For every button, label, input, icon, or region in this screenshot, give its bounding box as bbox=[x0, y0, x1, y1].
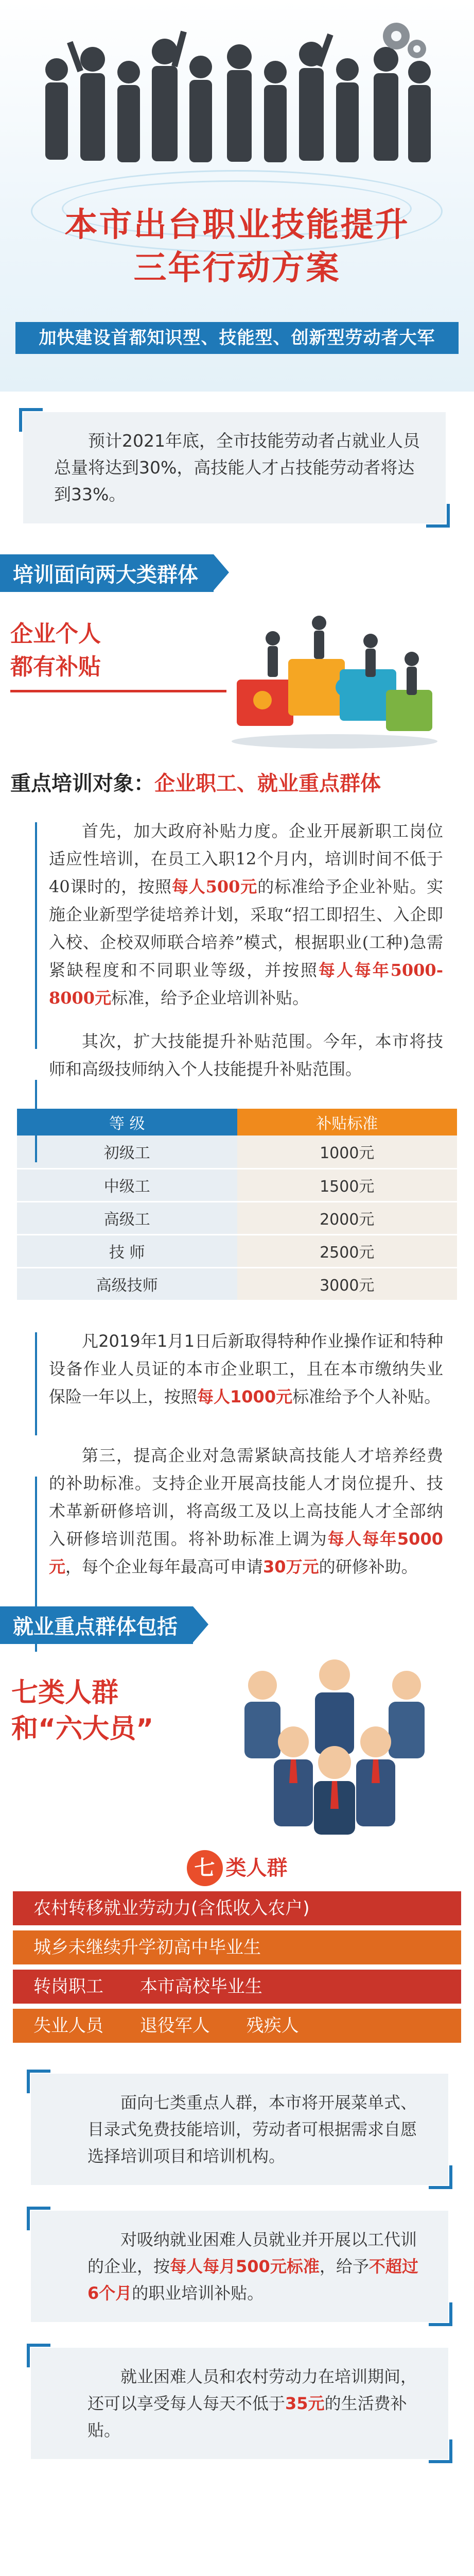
note-free-training: 面向七类重点人群，本市将开展菜单式、目录式免费技能培训，劳动者可根据需求自愿选择培训项目和培训机构。 bbox=[31, 2074, 448, 2185]
table-header-standard: 补贴标准 bbox=[237, 1109, 458, 1136]
note-training-subsidy: 对吸纳就业困难人员就业并开展以工代训的企业，按每人每月500元标准，给予不超过6个月的职业培训补贴。 bbox=[31, 2211, 448, 2322]
table-row: 高级技师 3000元 bbox=[17, 1267, 457, 1300]
note-living-subsidy: 就业困难人员和农村劳动力在培训期间，还可以享受每人每天不低于35元的生活费补贴。 bbox=[31, 2348, 448, 2459]
group-item-unemployed: 失业人员 bbox=[33, 2015, 103, 2036]
section-heading-groups: 就业重点群体包括 bbox=[0, 1606, 193, 1644]
group-item-veterans: 退役军人 bbox=[139, 2015, 210, 2036]
paragraph-first: 首先，加大政府补贴力度。企业开展新职工岗位适应性培训，在员工入职12个月内，培训时间不低于40课时的，按照每人500元的标准给予企业补贴。实施企业新型学徒培养计划，采取“招工即招生、入企即入校、企校双师联合培养”模式，根据职业(工种)急需紧缺程度和不同职业等级，并按照每人每年5000-8000元标准，给予企业培训补贴。 bbox=[49, 821, 443, 1008]
subsidy-table bbox=[17, 1109, 457, 1301]
section-training-row bbox=[0, 592, 474, 762]
seven-groups-badge: 七 类人群 bbox=[152, 1850, 322, 1886]
intro-text: 预计2021年底，全市技能劳动者占就业人员总量将达到30%，高技能人才占技能劳动者将达到33%。 bbox=[54, 431, 420, 504]
group-item-disabled: 残疾人 bbox=[246, 2015, 299, 2036]
table-row: 高级工 2000元 bbox=[17, 1201, 457, 1234]
section-training-label: 企业个人 都有补贴 bbox=[10, 621, 101, 680]
group-item-row bbox=[13, 1970, 461, 2004]
paragraph-third: 第三，提高企业对急需紧缺高技能人才培养经费的补助标准。支持企业开展高技能人才岗位提升、技术革新研修培训，将高级工及以上高技能人才全部纳入研修培训范围。将补助标准上调为每人每年5000元，每个企业每年最高可申请30万元的研修补助。 bbox=[49, 1445, 443, 1577]
group-item-transfer-workers: 转岗职工 bbox=[33, 1976, 103, 1997]
header-banner bbox=[0, 0, 474, 392]
training-paragraphs bbox=[0, 817, 474, 1083]
table-row: 初级工 1000元 bbox=[17, 1136, 457, 1168]
table-header-row bbox=[17, 1109, 457, 1136]
table-row: 技 师 2500元 bbox=[17, 1234, 457, 1267]
divider bbox=[10, 690, 226, 692]
table-row: 中级工 1500元 bbox=[17, 1168, 457, 1201]
paragraph-certificate: 凡2019年1月1日后新取得特种作业操作证和特种设备作业人员证的本市企业职工，且在本市缴纳失业保险一年以上，按照每人1000元标准给予个人补贴。 bbox=[49, 1331, 443, 1406]
table-header-level: 等 级 bbox=[17, 1109, 237, 1136]
group-item-rural: 农村转移就业劳动力(含低收入农户) bbox=[13, 1891, 461, 1925]
divider bbox=[35, 1080, 37, 1162]
section-heading-training: 培训面向两大类群体 bbox=[0, 554, 214, 592]
training-target-heading: 重点培训对象：企业职工、就业重点群体 bbox=[10, 772, 381, 795]
group-item-row bbox=[13, 2009, 461, 2043]
page-title: 本市出台职业技能提升 三年行动方案 bbox=[64, 206, 410, 287]
group-item-graduates-no-further-study: 城乡未继续升学初高中毕业生 bbox=[13, 1930, 461, 1964]
section-groups-row bbox=[0, 1644, 474, 1840]
section-groups-label: 七类人群 和“六大员” bbox=[11, 1677, 154, 1744]
group-item-college-graduates: 本市高校毕业生 bbox=[139, 1976, 262, 1997]
intro-box bbox=[23, 412, 446, 523]
page-subtitle: 加快建设首都知识型、技能型、创新型劳动者大军 bbox=[15, 322, 459, 354]
divider bbox=[35, 822, 37, 1049]
puzzle-people-illustration bbox=[216, 602, 453, 757]
cert-paragraph-block bbox=[0, 1327, 474, 1581]
business-people-illustration bbox=[216, 1654, 453, 1835]
crowd-silhouette-illustration bbox=[36, 21, 437, 175]
paragraph-second: 其次，扩大技能提升补贴范围。今年，本市将技师和高级技师纳入个人技能提升补贴范围。 bbox=[49, 1031, 443, 1079]
divider bbox=[35, 1332, 37, 1435]
